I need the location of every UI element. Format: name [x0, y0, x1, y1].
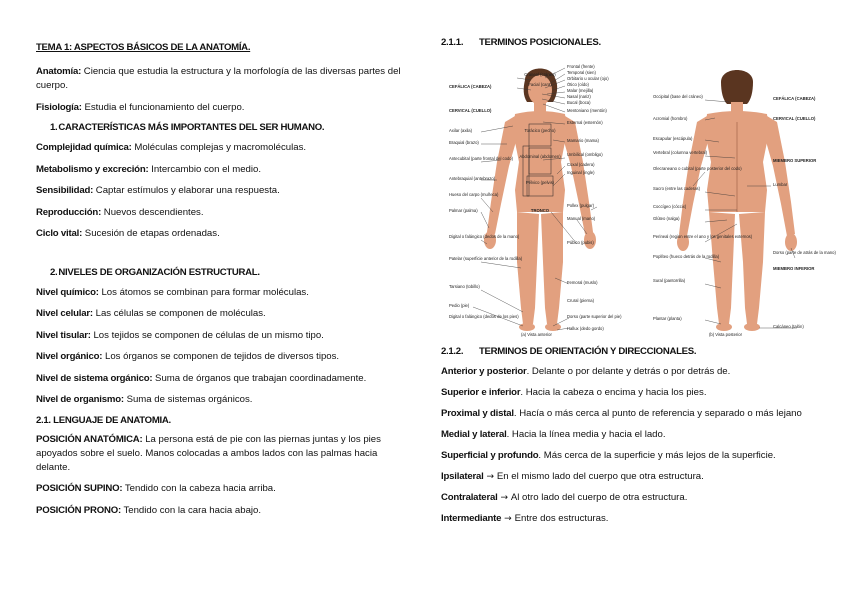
back-left-label: Acromial (hombro)	[653, 116, 688, 121]
position-item	[36, 433, 406, 475]
direction-item	[441, 365, 836, 379]
direction-text: . Hacia la cabeza o encima y hacia los pies.	[520, 387, 707, 398]
term: Metabolismo y excreción:	[36, 163, 149, 175]
term: Contralateral	[441, 492, 498, 503]
term: Nivel de organismo:	[36, 394, 124, 405]
feature-text: Captar estímulos y elaborar una respuesta.	[93, 185, 280, 196]
term: Sensibilidad:	[36, 185, 94, 196]
subsection-number: 2.1.1.	[441, 37, 464, 48]
feature-text: Sucesión de etapas ordenadas.	[82, 228, 220, 239]
back-left-label: Escapular (escápula)	[653, 136, 693, 141]
front-left-label: Braquial (brazo)	[449, 140, 479, 145]
section-title: CARACTERÍSTICAS MÁS IMPORTANTES DEL SER HUMANO.	[58, 122, 325, 133]
level-item	[36, 350, 406, 364]
front-left-label: Digital o falángico (dedos de los pies)	[449, 314, 519, 319]
figure-labels	[449, 64, 836, 337]
direction-terms	[441, 346, 836, 533]
front-right-label: Temporal (sien)	[567, 70, 596, 75]
back-left-label: Occipital (base del cráneo)	[653, 94, 703, 99]
direction-text: Al otro lado del cuerpo de otra estructura.	[510, 492, 688, 503]
term: Ciclo vital:	[36, 228, 83, 239]
front-right-label: Bucal (boca)	[567, 100, 591, 105]
front-right-label: Mentoniano (mentón)	[567, 108, 607, 113]
term: Nivel químico:	[36, 286, 99, 298]
direction-text: . Más cerca de la superficie y más lejos de la superficie.	[538, 450, 776, 461]
term: Ipsilateral	[441, 471, 484, 482]
section-number: 1.	[50, 122, 58, 133]
term: POSICIÓN SUPINO:	[36, 483, 123, 494]
section-heading-2-1: 2.1. LENGUAJE DE ANATOMIA.	[36, 414, 171, 426]
direction-item	[441, 449, 836, 463]
front-right-label: Manual (mano)	[567, 216, 596, 221]
subsection-heading-2-1-1	[441, 37, 821, 48]
front-right-label: Púbico (pubis)	[567, 240, 594, 245]
level-text: Los órganos se componen de tejidos de diversos tipos.	[102, 351, 340, 362]
front-right-label: Nasal (nariz)	[567, 94, 591, 99]
front-right-label: Orbitario u ocular (ojo)	[567, 76, 609, 81]
level-item	[36, 307, 406, 321]
feature-item	[36, 206, 406, 220]
front-left-label: CERVICAL (CUELLO)	[449, 108, 492, 113]
back-left-label: Glúteo (nalga)	[653, 216, 680, 221]
front-right-label: Hallux (dedo gordo)	[567, 326, 604, 331]
caption-back: (b) Vista posterior	[709, 332, 742, 337]
feature-item	[36, 163, 406, 177]
back-right-label: MIEMBRO SUPERIOR	[773, 158, 817, 163]
anatomy-illustration	[447, 62, 836, 338]
direction-item	[441, 428, 836, 442]
front-left-label: Pedio (pie)	[449, 303, 470, 308]
feature-text: Moléculas complejas y macromoléculas.	[131, 142, 307, 153]
back-right-label: MIEMBRO INFERIOR	[773, 266, 815, 271]
direction-item	[441, 407, 836, 421]
front-left-label: Digital o falángico (dedos de la mano)	[449, 234, 520, 239]
front-region-label: Craneal (cráneo)	[524, 72, 556, 77]
back-left-label: Sural (pantorrilla)	[653, 278, 686, 283]
back-left-label: Olecraneano o cubital (parte posterior del codo)	[653, 166, 742, 171]
feature-item	[36, 227, 406, 241]
arrow-icon: →	[483, 472, 497, 482]
definition-text: Estudia el funcionamiento del cuerpo.	[81, 101, 245, 113]
level-text: Los tejidos se componen de células de un mismo tipo.	[90, 329, 324, 341]
level-item	[36, 329, 406, 343]
direction-item	[441, 386, 836, 400]
front-right-label: Dorso (parte superior del pie)	[567, 314, 622, 319]
direction-text: Entre dos estructuras.	[514, 513, 609, 524]
definition-text: Ciencia que estudia la estructura y la morfología de las diversas partes del cuerpo.	[36, 66, 401, 91]
feature-item	[36, 141, 406, 155]
front-left-label: Hueso del carpo (muñeca)	[449, 192, 499, 197]
subsection-number: 2.1.2.	[441, 346, 464, 357]
back-left-label: Perineal (región entre el ano y los genitales externos)	[653, 234, 753, 239]
term: Nivel tisular:	[36, 329, 91, 341]
back-left-label: Vertebral (columna vertebral)	[653, 150, 707, 155]
term: Reproducción:	[36, 206, 102, 218]
back-left-label: Poplíteo (hueco detrás de la rodilla)	[653, 254, 720, 259]
level-text: Suma de órganos que trabajan coordinadamente.	[152, 372, 367, 384]
front-right-label: Crural (pierna)	[567, 298, 594, 303]
direction-text: . Hacia la línea media y hacia el lado.	[506, 429, 666, 440]
back-right-label: Lumbar	[773, 182, 788, 187]
level-item	[36, 393, 406, 407]
back-left-label: Sacro (entre las caderas)	[653, 186, 701, 191]
front-region-label: TRONCO	[530, 208, 550, 213]
feature-item	[36, 184, 406, 198]
front-region-label: Abdominal (abdomen)	[519, 154, 561, 159]
front-left-label: Axilar (axila)	[449, 128, 473, 133]
front-right-label: Femoral (muslo)	[567, 280, 598, 285]
section-heading-2	[36, 267, 406, 278]
right-column	[441, 37, 821, 56]
front-right-label: Esternal (esternón)	[567, 120, 603, 125]
feature-text: Intercambio con el medio.	[148, 163, 262, 175]
back-body	[677, 70, 797, 331]
section-title: NIVELES DE ORGANIZACIÓN ESTRUCTURAL.	[58, 266, 260, 278]
term: Nivel orgánico:	[36, 351, 103, 362]
direction-item	[441, 512, 836, 526]
position-text: La persona está de pie con las piernas juntas y los pies apoyados sobre el suelo. Manos colocadas a ambos lados con las palmas hacia delante.	[36, 433, 381, 473]
front-region-label: Torácico (pecho)	[524, 128, 556, 133]
section-heading-1	[36, 122, 406, 133]
term: Intermediante	[441, 513, 502, 524]
arrow-icon: →	[501, 514, 515, 524]
left-column	[36, 42, 406, 525]
definition-fisiologia	[36, 101, 406, 115]
direction-item	[441, 491, 836, 505]
section-number: 2.	[50, 266, 58, 278]
direction-item	[441, 470, 836, 484]
back-right-label: CERVICAL (CUELLO)	[773, 116, 816, 121]
term: Nivel celular:	[36, 308, 93, 319]
arrow-icon: →	[497, 493, 511, 503]
term: Anterior y posterior	[441, 366, 527, 377]
level-text: Las células se componen de moléculas.	[92, 308, 266, 319]
front-left-label: Patelar (superficie anterior de la rodilla)	[449, 256, 523, 261]
term: Medial y lateral	[441, 429, 507, 440]
term: POSICIÓN ANATÓMICA:	[36, 433, 143, 445]
front-right-label: Pollex (pulgar)	[567, 203, 594, 208]
front-left-label: Palmar (palma)	[449, 208, 478, 213]
definition-anatomia	[36, 65, 406, 93]
term: POSICIÓN PRONO:	[36, 504, 121, 516]
position-text: Tendido con la cara hacia abajo.	[120, 504, 262, 516]
back-left-label: Plantar (planta)	[653, 316, 682, 321]
level-text: Suma de sistemas orgánicos.	[123, 394, 253, 405]
front-right-label: Mamario (mama)	[567, 138, 599, 143]
anatomy-figure	[447, 62, 836, 338]
term: Anatomía:	[36, 66, 82, 77]
front-right-label: Frontal (frente)	[567, 64, 595, 69]
direction-text: . Hacía o más cerca al punto de referencia y separado o más lejano	[513, 408, 802, 419]
front-left-label: Antebraquial (antebrazo)	[449, 176, 496, 181]
subsection-heading-2-1-2	[441, 346, 836, 357]
front-left-label: Antecubital (parte frontal del codo)	[449, 156, 514, 161]
front-right-label: Ótico (oído)	[567, 82, 589, 87]
position-item	[36, 482, 406, 496]
term: Fisiología:	[36, 101, 82, 113]
front-right-label: Umbilical (ombligo)	[567, 152, 603, 157]
front-right-label: Inguinal (ingle)	[567, 170, 595, 175]
subsection-title: TERMINOS DE ORIENTACIÓN Y DIRECCIONALES.	[479, 346, 697, 357]
page-title: TEMA 1: ASPECTOS BÁSICOS DE LA ANATOMÍA.	[36, 42, 251, 53]
back-right-label: Calcáneo (talón)	[773, 324, 804, 329]
front-left-label: CEFÁLICA (CABEZA)	[449, 84, 492, 89]
direction-text: En el mismo lado del cuerpo que otra estructura.	[496, 471, 704, 482]
term: Proximal y distal	[441, 408, 514, 419]
feature-text: Nuevos descendientes.	[101, 206, 204, 218]
position-item	[36, 504, 406, 518]
front-region-label: Facial (cara)	[528, 82, 552, 87]
term: Superior e inferior	[441, 387, 521, 398]
level-item	[36, 286, 406, 300]
front-left-label: Tarsiano (tobillo)	[449, 284, 480, 289]
term: Complejidad química:	[36, 142, 132, 153]
subsection-title: TERMINOS POSICIONALES.	[479, 37, 601, 48]
position-text: Tendido con la cabeza hacia arriba.	[122, 483, 276, 494]
front-right-label: Coxal (cadera)	[567, 162, 595, 167]
back-left-label: Coccígeo (cóccix)	[653, 204, 687, 209]
level-item	[36, 372, 406, 386]
term: Nivel de sistema orgánico:	[36, 372, 153, 384]
caption-front: (a) Vista anterior	[521, 332, 552, 337]
direction-text: . Delante o por delante y detrás o por detrás de.	[526, 366, 731, 377]
back-right-label: CEFÁLICA (CABEZA)	[773, 96, 816, 101]
front-right-label: Malar (mejilla)	[567, 88, 594, 93]
back-right-label: Dorso (parte de atrás de la mano)	[773, 250, 836, 255]
level-text: Los átomos se combinan para formar moléculas.	[98, 286, 309, 298]
front-region-label: Pélvico (pelvis)	[525, 180, 555, 185]
term: Superficial y profundo	[441, 450, 539, 461]
